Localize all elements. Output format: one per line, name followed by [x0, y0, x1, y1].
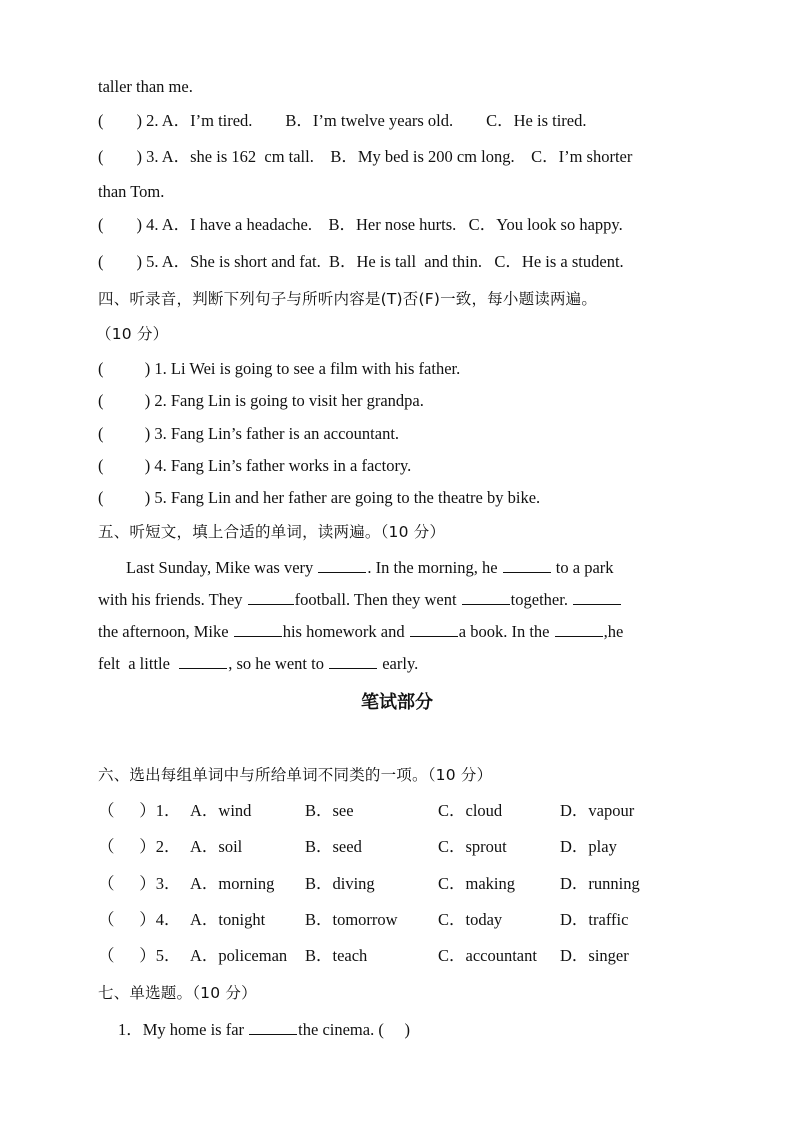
option-a: A．wind — [190, 801, 252, 820]
blank-3[interactable] — [248, 588, 294, 605]
blank-7[interactable] — [410, 620, 458, 637]
blank-5[interactable] — [573, 588, 621, 605]
row-number: （ ）2． — [98, 837, 181, 856]
passage-text: to a park — [551, 558, 614, 577]
option-a: A．soil — [190, 837, 243, 856]
blank-q1[interactable] — [249, 1018, 297, 1035]
option-d: D．running — [560, 874, 640, 893]
option-d: D．traffic — [560, 910, 629, 929]
q1-continuation: taller than me. — [98, 77, 193, 96]
option-a: A．morning — [190, 874, 275, 893]
option-d: D．vapour — [560, 801, 635, 820]
section-7-question-1 — [118, 1018, 410, 1041]
option-b: B．see — [305, 801, 354, 820]
option-b: B．teach — [305, 946, 368, 965]
option-c: C．making — [438, 874, 515, 893]
blank-10[interactable] — [329, 652, 377, 669]
question-3-3: ( ) 3. A．she is 162 cm tall. B．My bed is 200 cm long. C．I’m shorter — [98, 147, 633, 166]
passage-line-3 — [98, 620, 623, 643]
passage-text: his homework and — [282, 622, 409, 641]
passage-text: . In the morning, he — [367, 558, 502, 577]
passage-text: football. Then they went — [294, 590, 461, 609]
row-number: （ ）5． — [98, 946, 181, 965]
passage-text: early. — [378, 654, 419, 673]
section-6-row-1 — [98, 800, 698, 822]
section-6-row-4 — [98, 909, 698, 931]
section-4-item-1: ( ) 1. Li Wei is going to see a film with his father. — [98, 359, 461, 378]
passage-line-4 — [98, 652, 418, 675]
section-7-heading: 七、单选题。（10 分） — [98, 984, 257, 1002]
passage-text: together. — [510, 590, 573, 609]
row-number: （ ）1． — [98, 801, 181, 820]
question-text: the cinema. ( ) — [298, 1020, 410, 1039]
question-3-3-continuation: than Tom. — [98, 182, 165, 201]
section-4-item-3: ( ) 3. Fang Lin’s father is an accountant. — [98, 424, 400, 443]
blank-8[interactable] — [555, 620, 603, 637]
option-a: A．policeman — [190, 946, 288, 965]
option-b: B．diving — [305, 874, 375, 893]
passage-text: felt a little — [98, 654, 179, 673]
blank-1[interactable] — [318, 556, 366, 573]
option-c: C．accountant — [438, 946, 537, 965]
option-b: B．tomorrow — [305, 910, 398, 929]
section-4-heading: 四、听录音，判断下列句子与所听内容是(T)否(F)一致，每小题读两遍。 — [98, 290, 598, 308]
section-5-heading: 五、听短文，填上合适的单词，读两遍。（10 分） — [98, 523, 446, 541]
section-4-score: （10 分） — [96, 325, 169, 343]
section-6-row-5 — [98, 945, 698, 967]
option-a: A．tonight — [190, 910, 266, 929]
section-6-row-2 — [98, 836, 698, 858]
option-c: C．sprout — [438, 837, 507, 856]
blank-4[interactable] — [462, 588, 510, 605]
question-3-4: ( ) 4. A．I have a headache. B．Her nose hurts. C．You look so happy. — [98, 215, 623, 234]
row-number: （ ）3． — [98, 874, 181, 893]
passage-text: , so he went to — [228, 654, 329, 673]
option-d: D．play — [560, 837, 617, 856]
option-c: C．today — [438, 910, 503, 929]
section-4-item-5: ( ) 5. Fang Lin and her father are going to the theatre by bike. — [98, 488, 541, 507]
option-d: D．singer — [560, 946, 629, 965]
section-4-item-2: ( ) 2. Fang Lin is going to visit her grandpa. — [98, 391, 424, 410]
passage-text: Last Sunday, Mike was very — [126, 558, 318, 577]
row-number: （ ）4． — [98, 910, 181, 929]
passage-text: ,he — [603, 622, 624, 641]
passage-text: a book. In the — [458, 622, 554, 641]
blank-6[interactable] — [234, 620, 282, 637]
question-text: 1．My home is far — [118, 1020, 249, 1039]
question-3-2: ( ) 2. A．I’m tired. B．I’m twelve years old. C．He is tired. — [98, 111, 587, 130]
section-4-item-4: ( ) 4. Fang Lin’s father works in a factory. — [98, 456, 412, 475]
section-6-heading: 六、选出每组单词中与所给单词不同类的一项。（10 分） — [98, 766, 493, 784]
option-c: C．cloud — [438, 801, 503, 820]
passage-text: the afternoon, Mike — [98, 622, 233, 641]
section-6-row-3 — [98, 873, 698, 895]
passage-line-1 — [126, 556, 614, 579]
passage-text: with his friends. They — [98, 590, 247, 609]
passage-line-2 — [98, 588, 622, 611]
question-3-5: ( ) 5. A．She is short and fat. B．He is tall and thin. C．He is a student. — [98, 252, 624, 271]
option-b: B．seed — [305, 837, 362, 856]
written-section-title: 笔试部分 — [361, 692, 433, 713]
blank-2[interactable] — [503, 556, 551, 573]
blank-9[interactable] — [179, 652, 227, 669]
